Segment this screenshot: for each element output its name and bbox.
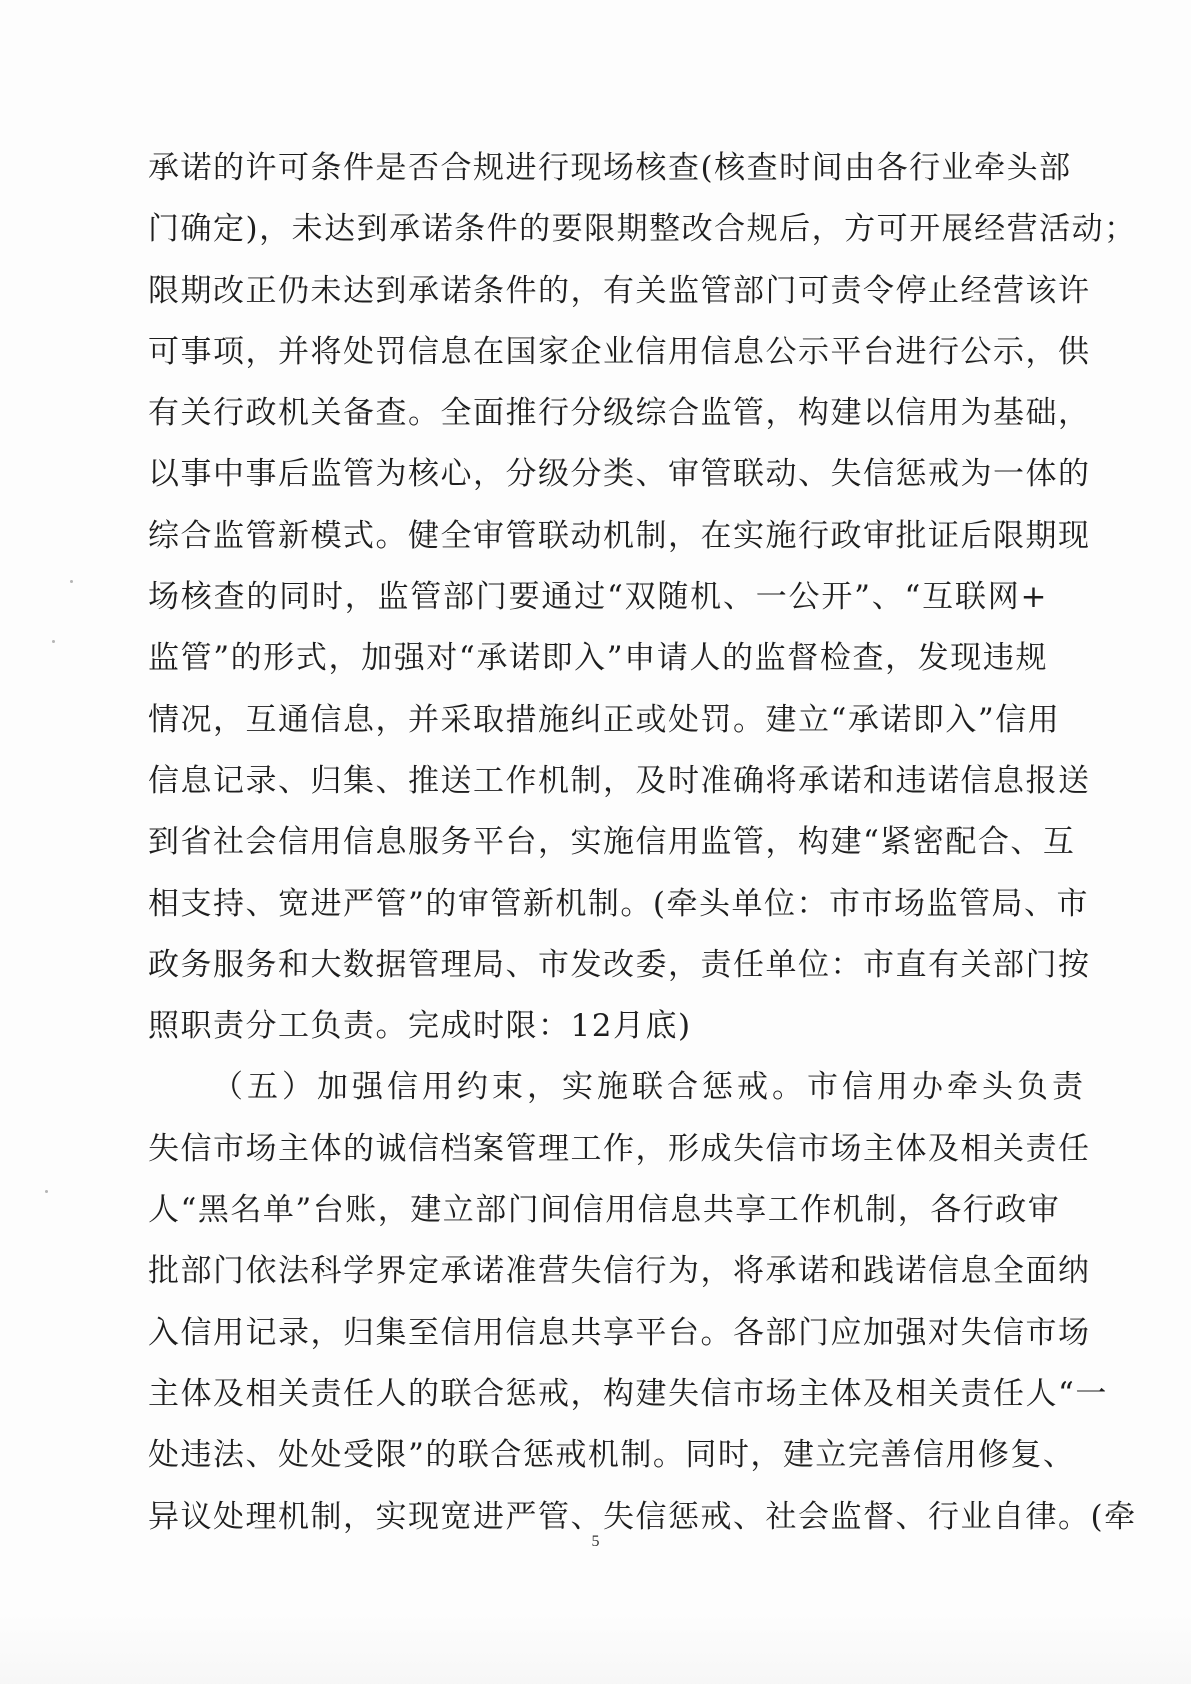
text-line: 门确定)，未达到承诺条件的要限期整改合规后，方可开展经营活动； <box>148 211 1137 248</box>
text-line: 人“黑名单”台账，建立部门间信用信息共享工作机制，各行政审 <box>148 1192 1061 1229</box>
text-line: 场核查的同时，监管部门要通过“双随机、一公开”、“互联网+ <box>148 579 1048 616</box>
text-line: 失信市场主体的诚信档案管理工作，形成失信市场主体及相关责任 <box>148 1130 1091 1167</box>
text-line: 相支持、宽进严管”的审管新机制。(牵头单位：市市场监管局、市 <box>148 885 1089 922</box>
text-line: 可事项，并将处罚信息在国家企业信用信息公示平台进行公示，供 <box>148 333 1091 370</box>
page-number: 5 <box>591 1533 600 1550</box>
scan-shadow <box>0 1614 1191 1684</box>
text-line: 异议处理机制，实现宽进严管、失信惩戒、社会监督、行业自律。(牵 <box>148 1498 1137 1535</box>
text-line: 主体及相关责任人的联合惩戒，构建失信市场主体及相关责任人“一 <box>148 1375 1108 1412</box>
text-line: 政务服务和大数据管理局、市发改委，责任单位：市直有关部门按 <box>148 946 1091 983</box>
text-line: 以事中事后监管为核心，分级分类、审管联动、失信惩戒为一体的 <box>148 456 1091 493</box>
text-line: 情况，互通信息，并采取措施纠正或处罚。建立“承诺即入”信用 <box>148 701 1061 738</box>
text-line: 有关行政机关备查。全面推行分级综合监管，构建以信用为基础， <box>148 395 1091 432</box>
text-line: 批部门依法科学界定承诺准营失信行为，将承诺和践诺信息全面纳 <box>148 1253 1091 1290</box>
body-text <box>148 138 1137 1548</box>
text-line: 入信用记录，归集至信用信息共享平台。各部门应加强对失信市场 <box>148 1314 1091 1351</box>
text-line: 承诺的许可条件是否合规进行现场核查(核查时间由各行业牵头部 <box>148 150 1072 186</box>
text-line: 限期改正仍未达到承诺条件的，有关监管部门可责令停止经营该许 <box>148 272 1091 309</box>
scan-speck <box>52 640 55 643</box>
text-line: 综合监管新模式。健全审管联动机制，在实施行政审批证后限期现 <box>148 517 1091 554</box>
scan-speck <box>70 580 73 583</box>
section-heading-line: （五）加强信用约束，实施联合惩戒。市信用办牵头负责 <box>212 1069 1087 1106</box>
text-line: 处违法、处处受限”的联合惩戒机制。同时，建立完善信用修复、 <box>148 1437 1076 1474</box>
text-line: 信息记录、归集、推送工作机制，及时准确将承诺和违诺信息报送 <box>148 762 1091 799</box>
text-line: 照职责分工负责。完成时限：12月底) <box>148 1008 692 1045</box>
text-line: 监管”的形式，加强对“承诺即入”申请人的监督检查，发现违规 <box>148 640 1048 677</box>
text-line: 到省社会信用信息服务平台，实施信用监管，构建“紧密配合、互 <box>148 824 1076 861</box>
scan-speck <box>45 1190 48 1193</box>
